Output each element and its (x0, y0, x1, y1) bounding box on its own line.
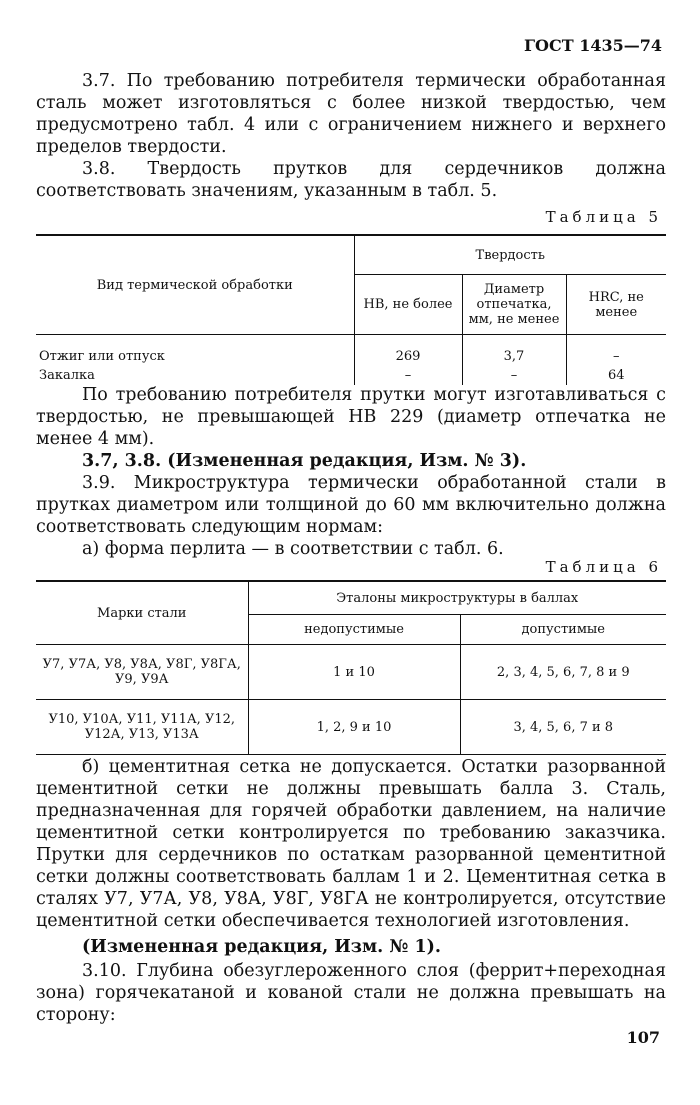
table5-cell-hrc: 64 (566, 366, 666, 385)
table-6 (36, 580, 666, 755)
table5-header-diameter: Диаметр отпечатка, мм, не менее (462, 275, 566, 335)
table-row (36, 366, 666, 385)
paragraph-3-9-b: б) цементитная сетка не допускается. Остатки разорванной цементитной сетки не должны превышать балла 3. Сталь, предназначенная для горячей обработки давлением, на наличие цементитной сетки контролируется по требованию заказчика. Прутки для сердечников по остаткам разорванной цементитной сетки должны соответствовать баллам 1 и 2. Цементитная сетка в сталях У7, У7А, У8, У8А, У8Г, У8ГА не контролируется, отсутствие цементитной сетки обеспечивается технологией изготовления. (36, 757, 666, 931)
paragraph-3-10: 3.10. Глубина обезуглероженного слоя (феррит+переходная зона) горячекатаной и кованой стали не должна превышать на сторону: (36, 961, 666, 1025)
table5-cell-diameter: – (462, 366, 566, 385)
paragraph-requirement: По требованию потребителя прутки могут изготавливаться с твердостью, не превышающей НВ 229 (диаметр отпечатка не менее 4 мм). (36, 385, 666, 449)
paragraph-3-8: 3.8. Твердость прутков для сердечников должна соответствовать значениям, указанным в табл. 5. (36, 159, 666, 201)
table5-header-hrc: HRC, не менее (566, 275, 666, 335)
table6-cell-grade: У7, У7А, У8, У8А, У8Г, У8ГА, У9, У9А (42, 657, 241, 687)
table6-cell-unacceptable: 1, 2, 9 и 10 (248, 700, 460, 755)
paragraph-3-9: 3.9. Микроструктура термически обработанной стали в прутках диаметром или толщиной до 60 мм включительно должна соответствовать следующим нормам: (36, 473, 666, 537)
table6-cell-acceptable: 3, 4, 5, 6, 7 и 8 (460, 700, 666, 755)
table5-cell-hb: 269 (354, 335, 462, 367)
table5-header-hardness: Твердость (354, 235, 666, 275)
table5-cell-hrc: – (566, 335, 666, 367)
table-row (36, 335, 666, 367)
table-5 (36, 234, 666, 385)
paragraph-3-9-a: а) форма перлита — в соответствии с табл. 6. (82, 539, 504, 559)
paragraph-edition-3: 3.7, 3.8. (Измененная редакция, Изм. № 3). (82, 451, 527, 471)
table6-header-standards: Эталоны микроструктуры в баллах (248, 581, 666, 615)
table5-cell-type: Закалка (39, 368, 95, 383)
table6-cell-grade: У10, У10А, У11, У11А, У12, У12А, У13, У13А (48, 712, 236, 742)
paragraph-3-7: 3.7. По требованию потребителя термически обработанная сталь может изготовляться с более низкой твердостью, чем предусмотрено табл. 4 или с ограничением нижнего и верхнего пределов твердости. (36, 71, 666, 157)
table6-header-unacceptable: недопустимые (248, 615, 460, 645)
paragraph-edition-1: (Измененная редакция, Изм. № 1). (82, 937, 442, 957)
table5-cell-diameter: 3,7 (462, 335, 566, 367)
table6-cell-acceptable: 2, 3, 4, 5, 6, 7, 8 и 9 (460, 645, 666, 700)
table-row (36, 700, 666, 755)
table5-cell-type: Отжиг или отпуск (39, 349, 165, 364)
table5-cell-hb: – (354, 366, 462, 385)
table6-header-grade: Марки стали (36, 581, 248, 645)
document-header: ГОСТ 1435—74 (524, 36, 662, 55)
table6-header-acceptable: допустимые (460, 615, 666, 645)
table-6-caption: Таблица 6 (545, 558, 662, 576)
table5-header-type: Вид термической обработки (36, 235, 354, 335)
table6-cell-unacceptable: 1 и 10 (248, 645, 460, 700)
table-row (36, 645, 666, 700)
table-5-caption: Таблица 5 (545, 208, 662, 226)
table5-header-hb: НВ, не более (354, 275, 462, 335)
page-number: 107 (626, 1028, 660, 1047)
